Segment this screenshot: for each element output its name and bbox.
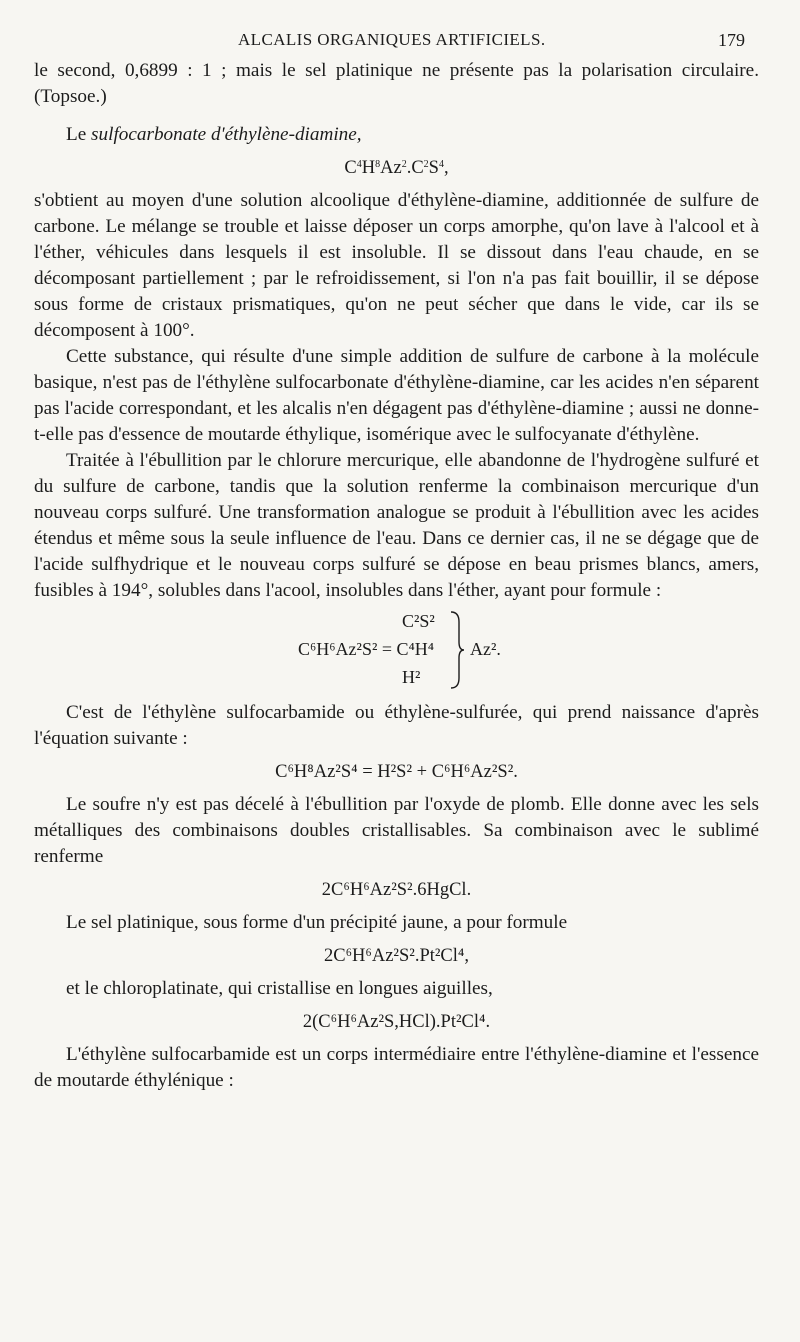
struct-lhs: C⁶H⁶Az²S² = C⁴H⁴ bbox=[298, 639, 435, 659]
paragraph-6: C'est de l'éthylène sulfocarbamide ou éthylène-sulfurée, qui prend naissance d'après l'équation suivante : bbox=[34, 702, 759, 749]
paragraph-1: le second, 0,6899 : 1 ; mais le sel platinique ne présente pas la polarisation circulaire. (Topsoe.) bbox=[34, 60, 759, 107]
compound-name: sulfocarbonate d'éthylène-diamine, bbox=[91, 124, 362, 145]
paragraph-2-prefix: Le bbox=[66, 124, 92, 145]
body-text bbox=[34, 58, 759, 1094]
running-title: ALCALIS ORGANIQUES ARTIFICIELS. bbox=[238, 30, 546, 49]
page-number: 179 bbox=[718, 30, 745, 50]
brace-icon bbox=[449, 610, 465, 690]
formula-2: C⁶H⁸Az²S⁴ = H²S² + C⁶H⁶Az²S². bbox=[275, 762, 518, 782]
paragraph-9: et le chloroplatinate, qui cristallise en longues aiguilles, bbox=[66, 978, 493, 999]
paragraph-3: s'obtient au moyen d'une solution alcoolique d'éthylène-diamine, additionnée de sulfure de carbone. Le mélange se trouble et laisse déposer un corps amorphe, qu'on lave à l'alcool et à l'éther, véhicules dans lesquels il est insoluble. Il se dissout dans l'eau chaude, en se décomposant partiellement ; par le refroidissement, si l'on n'a pas fait bouillir, il se dépose sous forme de cristaux prismatiques, qu'on ne peut sécher que dans le vide, car ils se décomposent à 100°. bbox=[34, 190, 759, 341]
struct-rhs: Az². bbox=[470, 639, 501, 659]
paragraph-8: Le sel platinique, sous forme d'un précipité jaune, a pour formule bbox=[66, 912, 568, 933]
paragraph-2 bbox=[34, 122, 759, 148]
struct-bottom: H² bbox=[402, 667, 421, 687]
formula-4: 2C⁶H⁶Az²S².Pt²Cl⁴, bbox=[324, 946, 469, 966]
struct-top: C²S² bbox=[402, 611, 435, 631]
paragraph-5: Traitée à l'ébullition par le chlorure mercurique, elle abandonne de l'hydrogène sulfuré et du sulfure de carbone, tandis que la solution renferme la combinaison mercurique d'un nouveau corps sulfuré. Une transformation analogue se produit à l'ébullition avec les acides étendus et même sous la seule influence de l'eau. Dans ce dernier cas, il ne se dégage que de l'acide sulfhydrique et le nouveau corps sulfuré se dépose en beau prismes blancs, amers, fusibles à 194°, solubles dans l'acool, insolubles dans l'éther, ayant pour formule : bbox=[34, 450, 759, 601]
page-header bbox=[0, 28, 800, 52]
paragraph-4: Cette substance, qui résulte d'une simple addition de sulfure de carbone à la molécule basique, n'est pas de l'éthylène sulfocarbonate d'éthylène-diamine, car les acides n'en séparent pas l'acide correspondant, et les alcalis n'en dégagent pas d'éthylène-diamine ; aussi ne donne-t-elle pas d'essence de moutarde éthylique, isomérique avec le sulfocyanate d'éthylène. bbox=[34, 346, 759, 445]
paragraph-7: Le soufre n'y est pas décelé à l'ébullition par l'oxyde de plomb. Elle donne avec les sels métalliques des combinaisons doubles cristallisables. Sa combinaison avec le sublimé renferme bbox=[34, 794, 759, 867]
formula-3: 2C⁶H⁶Az²S².6HgCl. bbox=[321, 880, 472, 900]
formula-5: 2(C⁶H⁶Az²S,HCl).Pt²Cl⁴. bbox=[302, 1012, 491, 1032]
structural-formula bbox=[34, 608, 759, 694]
formula-1: $C^4H^8Az^2.C^2S^4$, bbox=[344, 158, 449, 178]
paragraph-10: L'éthylène sulfocarbamide est un corps intermédiaire entre l'éthylène-diamine et l'essence de moutarde éthylénique : bbox=[34, 1044, 759, 1091]
